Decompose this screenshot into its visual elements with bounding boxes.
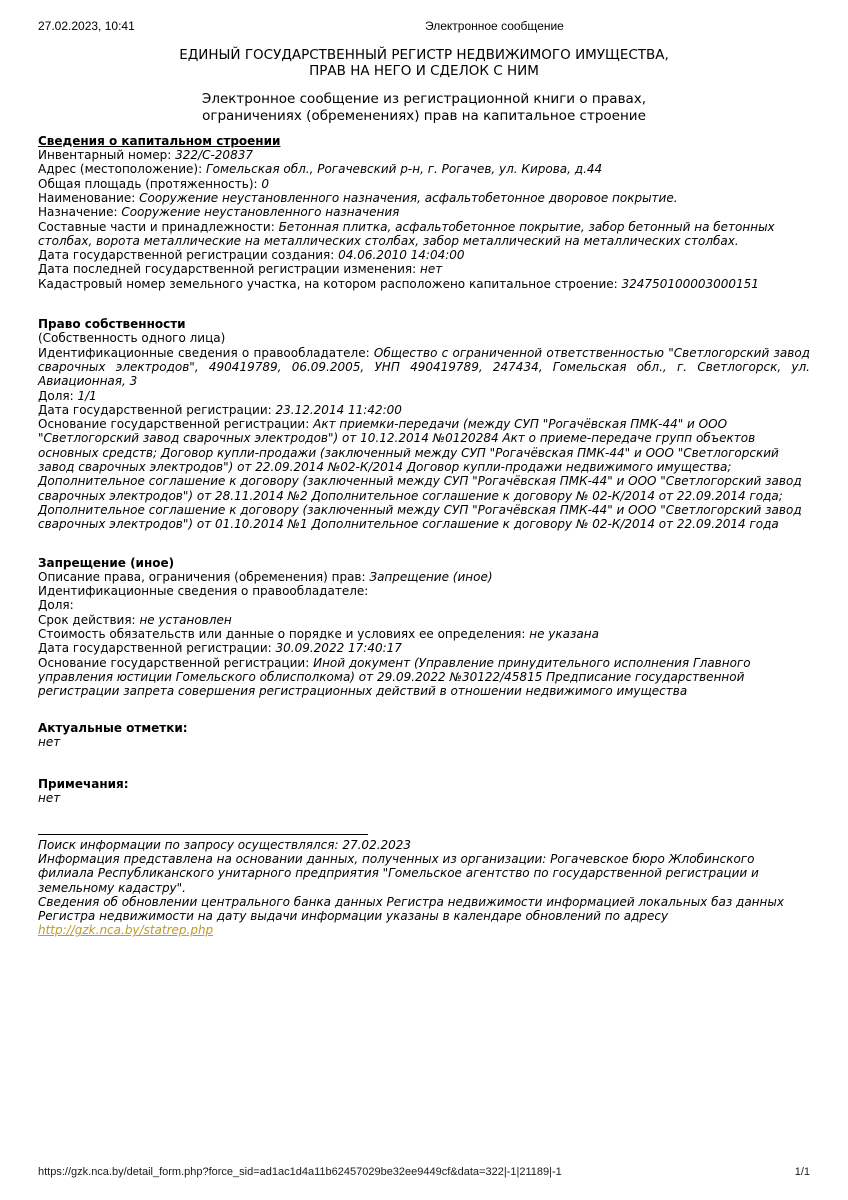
field-obligation-cost	[38, 627, 810, 641]
footnote-divider	[38, 834, 368, 835]
section-actual-marks	[38, 721, 810, 750]
field-label: Идентификационные сведения о правообладателе:	[38, 584, 369, 599]
section-notes-heading: Примечания:	[38, 777, 129, 792]
field-value: 1/1	[77, 388, 97, 403]
field-registration-date	[38, 641, 810, 655]
field-label: Стоимость обязательств или данные о порядке и условиях ее определения:	[38, 627, 526, 642]
field-share	[38, 389, 810, 403]
field-registration-basis	[38, 417, 810, 531]
field-right-description	[38, 570, 810, 584]
footnote-info-source: Информация представлена на основании данных, полученных из организации: Рогачевское бюро Жлобинского филиала Республиканского унитарного предприятия "Гомельское агентство по государственной регистрации и земельному кадастру".	[38, 851, 759, 895]
field-rightsholder	[38, 346, 810, 389]
field-rightsholder-id	[38, 584, 810, 598]
field-share	[38, 598, 810, 612]
field-name	[38, 191, 810, 205]
field-value: нет	[420, 262, 443, 277]
document-subtitle	[38, 91, 810, 123]
section-ownership	[38, 317, 810, 531]
field-label: Дата последней государственной регистрации изменения:	[38, 262, 417, 277]
field-label: Идентификационные сведения о правообладателе:	[38, 345, 370, 360]
field-label: Доля:	[38, 598, 74, 613]
field-label: Общая площадь (протяженность):	[38, 176, 258, 191]
field-value: 0	[261, 176, 270, 191]
document-body	[38, 47, 810, 938]
field-value: Иной документ (Управление принудительного исполнения Главного управления юстиции Гомельского облисполкома) от 29.09.2022 №30122/45815 Предписание государственной регистрации запрета совершения регистрационных действий в отношении недвижимого имущества	[38, 655, 751, 699]
field-purpose	[38, 205, 810, 219]
field-cadastral-number	[38, 277, 810, 291]
field-label: Срок действия:	[38, 612, 136, 627]
print-header-title: Электронное сообщение	[425, 19, 564, 33]
print-footer	[38, 1166, 810, 1178]
field-value: Сооружение неустановленного назначения, асфальтобетонное дворовое покрытие.	[139, 191, 678, 205]
field-label: Дата государственной регистрации создания:	[38, 248, 335, 263]
footnote-search-date: Поиск информации по запросу осуществлялся: 27.02.2023	[38, 837, 412, 852]
field-label: Наименование:	[38, 191, 136, 205]
field-value: не установлен	[139, 612, 232, 627]
document-title-line2: ПРАВ НА НЕГО И СДЕЛОК С НИМ	[309, 63, 539, 80]
footnote-update-note: Сведения об обновлении центрального банка данных Регистра недвижимости информацией локальных баз данных Регистра недвижимости на дату выдачи информации указаны в календаре обновлений по адресу	[38, 894, 784, 924]
field-validity-term	[38, 613, 810, 627]
section-ownership-subheading: (Собственность одного лица)	[38, 331, 226, 346]
print-header	[38, 19, 810, 33]
field-label: Доля:	[38, 388, 74, 403]
field-label: Инвентарный номер:	[38, 148, 172, 163]
field-value: 23.12.2014 11:42:00	[275, 402, 402, 417]
field-value: Общество с ограниченной ответственностью "Светлогорский завод сварочных электродов", 490419789, 06.09.2005, УНП 490419789, 247434, Гомельская обл., г. Светлогорск, ул. Авиационная, 3	[38, 345, 810, 389]
field-registration-date	[38, 403, 810, 417]
field-label: Адрес (местоположение):	[38, 162, 203, 177]
section-building-heading: Сведения о капитальном строении	[38, 133, 281, 148]
field-value: Сооружение неустановленного назначения	[121, 205, 400, 220]
section-prohibition	[38, 556, 810, 699]
print-footer-url: https://gzk.nca.by/detail_form.php?force_sid=ad1ac1d4a11b62457029be32ee9449cf&data=322|-1|21189|-1	[38, 1166, 562, 1178]
field-value: Гомельская обл., Рогачевский р-н, г. Рогачев, ул. Кирова, д.44	[205, 162, 603, 177]
field-label: Основание государственной регистрации:	[38, 655, 310, 670]
field-label: Основание государственной регистрации:	[38, 417, 310, 432]
field-registration-basis	[38, 656, 810, 699]
document-footnote	[38, 834, 810, 938]
field-value: Запрещение (иное)	[369, 569, 493, 584]
field-label: Назначение:	[38, 205, 118, 220]
section-actual-marks-heading: Актуальные отметки:	[38, 720, 188, 735]
section-actual-marks-value: нет	[38, 734, 61, 749]
field-label: Дата государственной регистрации:	[38, 402, 272, 417]
print-footer-page-indicator: 1/1	[794, 1166, 810, 1178]
field-value: 324750100003000151	[621, 276, 759, 291]
field-value: 04.06.2010 14:04:00	[338, 248, 465, 263]
field-total-area	[38, 177, 810, 191]
field-value: 322/C-20837	[175, 148, 253, 163]
section-notes-value: нет	[38, 791, 61, 806]
document-subtitle-line2: ограничениях (обременениях) прав на капитальное строение	[202, 107, 646, 124]
field-label: Кадастровый номер земельного участка, на котором расположено капитальное строение:	[38, 276, 618, 291]
field-value: Бетонная плитка, асфальтобетонное покрытие, забор бетонный на бетонных столбах, ворота металлические на металлических столбах, забор металлический на металлических столбах.	[38, 219, 775, 248]
section-ownership-heading: Право собственности	[38, 317, 186, 332]
field-inventory-number	[38, 148, 810, 162]
section-notes	[38, 777, 810, 806]
field-label: Составные части и принадлежности:	[38, 219, 275, 234]
document-subtitle-line1: Электронное сообщение из регистрационной книги о правах,	[201, 91, 647, 108]
field-address	[38, 162, 810, 176]
print-header-datetime: 27.02.2023, 10:41	[38, 19, 135, 33]
field-value: не указана	[529, 627, 599, 642]
section-building	[38, 134, 810, 291]
section-prohibition-heading: Запрещение (иное)	[38, 555, 175, 570]
field-components	[38, 220, 810, 249]
field-value: 30.09.2022 17:40:17	[275, 641, 402, 656]
document-title-line1: ЕДИНЫЙ ГОСУДАРСТВЕННЫЙ РЕГИСТР НЕДВИЖИМОГО ИМУЩЕСТВА,	[179, 47, 669, 63]
calendar-updates-link[interactable]: http://gzk.nca.by/statrep.php	[38, 923, 214, 938]
field-registration-created	[38, 248, 810, 262]
field-value: Акт приемки-передачи (между СУП "Рогачёвская ПМК-44" и ООО "Светлогорский завод сварочных электродов") от 10.12.2014 №0120284 Акт о приеме-передаче групп объектов основных средств; Договор купли-продажи (заключенный между СУП "Рогачёвская ПМК-44" и ООО "Светлогорский завод сварочных электродов") от 22.09.2014 №02-К/2014 Договор купли-продажи недвижимого имущества; Дополнительное соглашение к договору (заключенный между СУП "Рогачёвская ПМК-44" и ООО "Светлогорский завод сварочных электродов") от 28.11.2014 №2 Дополнительное соглашение к договору № 02-К/2014 от 22.09.2014 года; Дополнительное соглашение к договору (заключенный между СУП "Рогачёвская ПМК-44" и ООО "Светлогорский завод сварочных электродов") от 01.10.2014 №1 Дополнительное соглашение к договору № 02-К/2014 от 22.09.2014 года	[38, 417, 802, 532]
field-label: Дата государственной регистрации:	[38, 641, 272, 656]
field-label: Описание права, ограничения (обременения) прав:	[38, 569, 366, 584]
field-registration-changed	[38, 262, 810, 276]
document-title	[38, 47, 810, 79]
